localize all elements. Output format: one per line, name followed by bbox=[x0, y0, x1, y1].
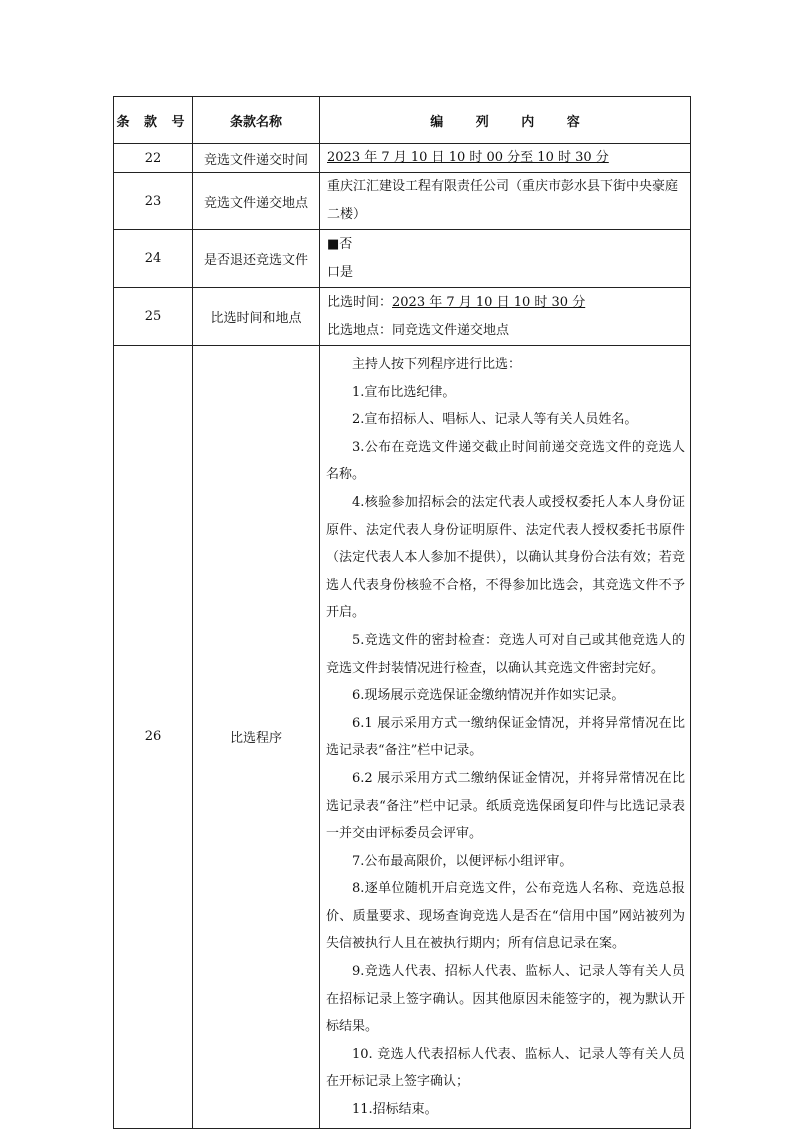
selection-time-line bbox=[327, 289, 690, 317]
procedure-paragraph: 8.逐单位随机开启竞选文件，公布竞选人名称、竞选总报价、质量要求、现场查询竞选人是否在“信用中国”网站被列为失信被执行人且在被执行期内；所有信息记录在案。 bbox=[326, 881, 685, 952]
clause-name: 比选程序 bbox=[193, 346, 320, 1129]
table-row bbox=[114, 230, 691, 288]
procedure-paragraph: 6.1 展示采用方式一缴纳保证金情况，并将异常情况在比选记录表“备注”栏中记录。 bbox=[326, 715, 685, 759]
procedure-paragraph: 11.招标结束。 bbox=[352, 1102, 438, 1118]
table-row bbox=[114, 144, 691, 173]
header-content: 编 列 内 容 bbox=[320, 97, 691, 144]
clause-no: 25 bbox=[114, 288, 193, 346]
selection-time-label: 比选时间： bbox=[327, 294, 393, 310]
procedure-paragraph: 4.核验参加招标会的法定代表人或授权委托人本人身份证原件、法定代表人身份证明原件、法定代表人授权委托书原件（法定代表人本人参加不提供），以确认其身份合法有效；若竞选人代表身份核验不合格，不得参加比选会，其竞选文件不予开启。 bbox=[326, 494, 685, 621]
table-row bbox=[114, 173, 691, 230]
clause-no: 23 bbox=[114, 173, 193, 230]
clause-name: 比选时间和地点 bbox=[193, 288, 320, 346]
table-row bbox=[114, 346, 691, 1129]
procedure-paragraph: 6.现场展示竞选保证金缴纳情况并作如实记录。 bbox=[352, 688, 625, 704]
table-row bbox=[114, 288, 691, 346]
procedure-content bbox=[320, 346, 691, 1129]
submission-time: 2023 年 7 月 10 日 10 时 00 分至 10 时 30 分 bbox=[327, 150, 609, 165]
table-header-row bbox=[114, 97, 691, 144]
selection-time-value: 2023 年 7 月 10 日 10 时 30 分 bbox=[392, 294, 586, 310]
procedure-paragraph: 1.宣布比选纪律。 bbox=[352, 384, 456, 400]
submission-place: 重庆江汇建设工程有限责任公司（重庆市彭水县下街中央豪庭二楼） bbox=[320, 173, 691, 230]
procedure-paragraph: 9.竞选人代表、招标人代表、监标人、记录人等有关人员在招标记录上签字确认。因其他原因未能签字的，视为默认开标结果。 bbox=[326, 964, 685, 1035]
selection-place-line: 比选地点：同竞选文件递交地点 bbox=[327, 322, 510, 338]
clause-no: 26 bbox=[114, 346, 193, 1129]
clause-table bbox=[113, 96, 691, 1129]
procedure-paragraph: 6.2 展示采用方式二缴纳保证金情况，并将异常情况在比选记录表“备注”栏中记录。纸质竞选保函复印件与比选记录表一并交由评标委员会评审。 bbox=[326, 770, 685, 842]
clause-name: 是否退还竞选文件 bbox=[193, 230, 320, 288]
procedure-paragraph: 主持人按下列程序进行比选： bbox=[352, 357, 522, 372]
option-no-checked: ■否 bbox=[327, 236, 353, 252]
clause-name: 竞选文件递交地点 bbox=[193, 173, 320, 230]
option-yes-unchecked: 口是 bbox=[327, 264, 354, 280]
procedure-paragraph: 3.公布在竞选文件递交截止时间前递交竞选文件的竞选人名称。 bbox=[326, 439, 685, 483]
header-clause-name: 条款名称 bbox=[193, 97, 320, 144]
procedure-paragraph: 2.宣布招标人、唱标人、记录人等有关人员姓名。 bbox=[352, 412, 638, 428]
procedure-paragraph: 7.公布最高限价，以便评标小组评审。 bbox=[352, 853, 573, 869]
procedure-paragraph: 5.竞选文件的密封检查：竞选人可对自己或其他竞选人的竞选文件封装情况进行检查，以确认其竞选文件密封完好。 bbox=[326, 632, 685, 676]
header-clause-no: 条 款 号 bbox=[114, 97, 193, 144]
clause-no: 22 bbox=[114, 144, 193, 173]
procedure-paragraph: 10. 竞选人代表招标人代表、监标人、记录人等有关人员在开标记录上签字确认； bbox=[326, 1046, 685, 1090]
clause-name: 竞选文件递交时间 bbox=[193, 144, 320, 173]
clause-no: 24 bbox=[114, 230, 193, 288]
